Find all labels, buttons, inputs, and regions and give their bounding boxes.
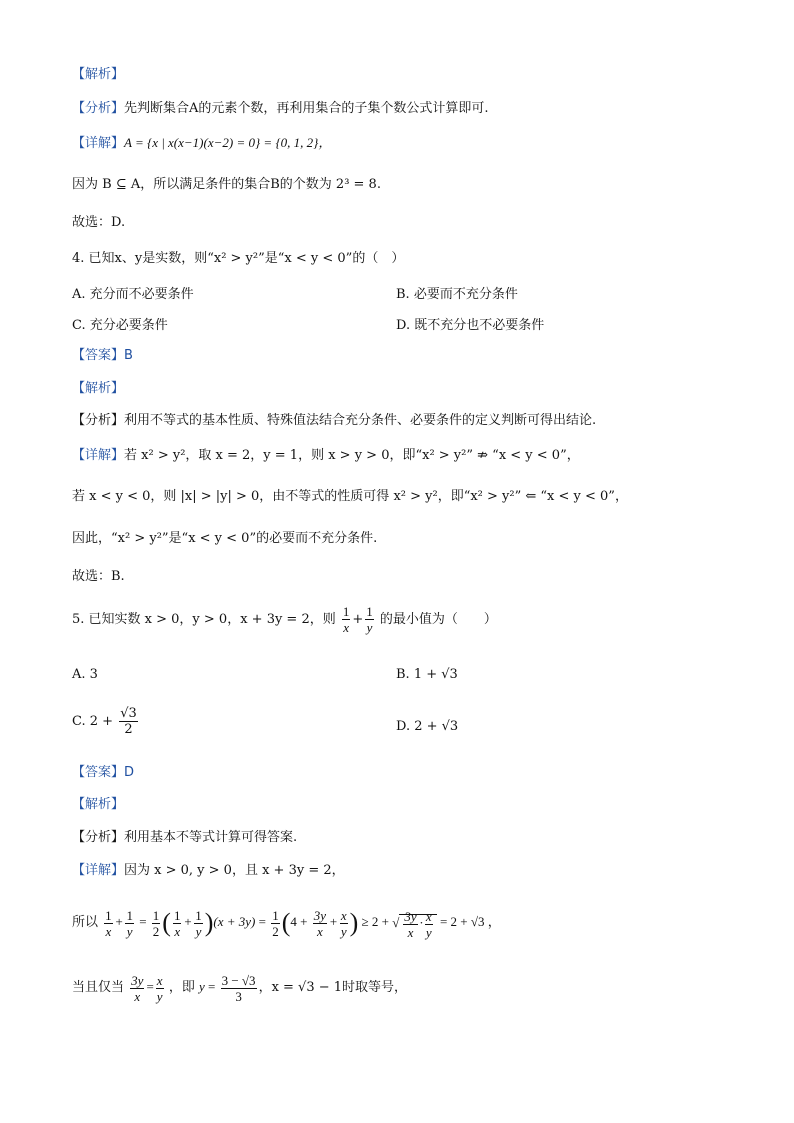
q4-stem: 4. 已知x、y是实数，则“x² > y²”是“x < y < 0”的（ ） [72, 251, 405, 266]
q5-option-b: B. 1 + √3 [396, 667, 458, 682]
detail-tag: 【详解】 [72, 863, 125, 878]
q5-option-a: A. 3 [72, 667, 98, 682]
option-c-denominator: 2 [124, 722, 133, 737]
detail-text: 因为 x > 0, y > 0，且 x + 3y = 2， [124, 863, 345, 878]
q4-jiexi-label: 【解析】 [72, 381, 125, 396]
q4-detail-line1 [72, 447, 580, 465]
detail-tag: 【详解】 [72, 136, 125, 151]
q3-detail-line2: 因为 B ⊆ A，所以满足条件的集合B的个数为 2³ = 8. [72, 177, 381, 192]
analysis-tag: 【分析】 [72, 101, 125, 116]
q5-option-d: D. 2 + √3 [396, 719, 459, 734]
stem-start: 5. 已知实数 x > 0，y > 0，x + 3y = 2，则 [72, 612, 336, 627]
q3-detail-line1 [72, 134, 331, 153]
equality-mid: ，即 [168, 980, 195, 995]
option-c-fraction [119, 706, 138, 737]
q4-answer-line: 故选：B. [72, 569, 125, 584]
detail-tag: 【详解】 [72, 448, 125, 463]
fraction-1-over-y: $\frac{1}{y}$ [366, 604, 373, 635]
q5-equality-condition: 当且仅当 $\frac{3y}{x}$ = $\frac{x}{y}$ ，即 y = $\frac{3 - √3}{3}$ ，x = √3 − 1时取等号， [72, 972, 408, 1004]
q5-stem: 5. 已知实数 x > 0，y > 0，x + 3y = 2，则 $\frac{1}{x}$ + $\frac{1}{y}$ 的最小值为（ ） [72, 604, 497, 635]
q5-answer-label: 【答案】D [72, 765, 135, 780]
detail-text: 若 x² > y²，取 x = 2，y = 1，则 x > y > 0，即“x² > y²” ⇏ “x < y < 0”， [124, 448, 580, 463]
q4-option-d: D. 既不充分也不必要条件 [396, 318, 545, 333]
q4-analysis: 【分析】利用不等式的基本性质、特殊值法结合充分条件、必要条件的定义判断可得出结论. [72, 413, 597, 428]
q5-option-c [72, 706, 140, 737]
q4-option-b: B. 必要而不充分条件 [396, 287, 518, 302]
option-c-prefix: C. 2 + [72, 714, 114, 729]
fraction-1-over-x: $\frac{1}{x}$ [342, 604, 350, 635]
q5-jiexi-label: 【解析】 [72, 797, 125, 812]
q3-analysis [72, 100, 489, 118]
q5-detail-line1 [72, 862, 345, 880]
q3-jiexi-label: 【解析】 [72, 67, 125, 82]
q4-answer-label: 【答案】B [72, 348, 133, 363]
stem-end: 的最小值为（ ） [379, 612, 497, 627]
q4-detail-line2: 若 x < y < 0，则 |x| > |y| > 0，由不等式的性质可得 x² > y²，即“x² > y²” ⇐ “x < y < 0”， [72, 489, 628, 504]
q5-analysis: 【分析】利用基本不等式计算可得答案. [72, 830, 298, 845]
q4-option-a: A. 充分而不必要条件 [72, 287, 194, 302]
analysis-text: 先判断集合A的元素个数，再利用集合的子集个数公式计算即可. [124, 101, 489, 116]
set-expression: A = {x | x(x−1)(x−2) = 0} = {0, 1, 2}， [124, 135, 332, 150]
so-label: 所以 [72, 915, 99, 930]
q4-detail-line3: 因此，“x² > y²”是“x < y < 0”的必要而不充分条件. [72, 531, 378, 546]
equality-prefix: 当且仅当 [72, 980, 125, 995]
equality-end: ，x = √3 − 1时取等号， [258, 980, 408, 995]
option-c-numerator: √3 [120, 706, 137, 721]
q3-answer-line: 故选：D. [72, 215, 126, 230]
q4-option-c: C. 充分必要条件 [72, 318, 168, 333]
q5-derivation: 所以 $\frac{1}{x}$ + $\frac{1}{y}$ = $\frac{1}{2}$ ( $\frac{1}{x}$ + $\frac{1}{y}$ )(x + 3y) = $\frac{1}{2}$ (4 + $\frac{3y}{x}$ + $\frac{x}{y}$ ) ≥ 2 + √ $\frac{3y}{x}$ · $\frac{x}{y}$ = 2 + √3 ， [72, 907, 501, 940]
